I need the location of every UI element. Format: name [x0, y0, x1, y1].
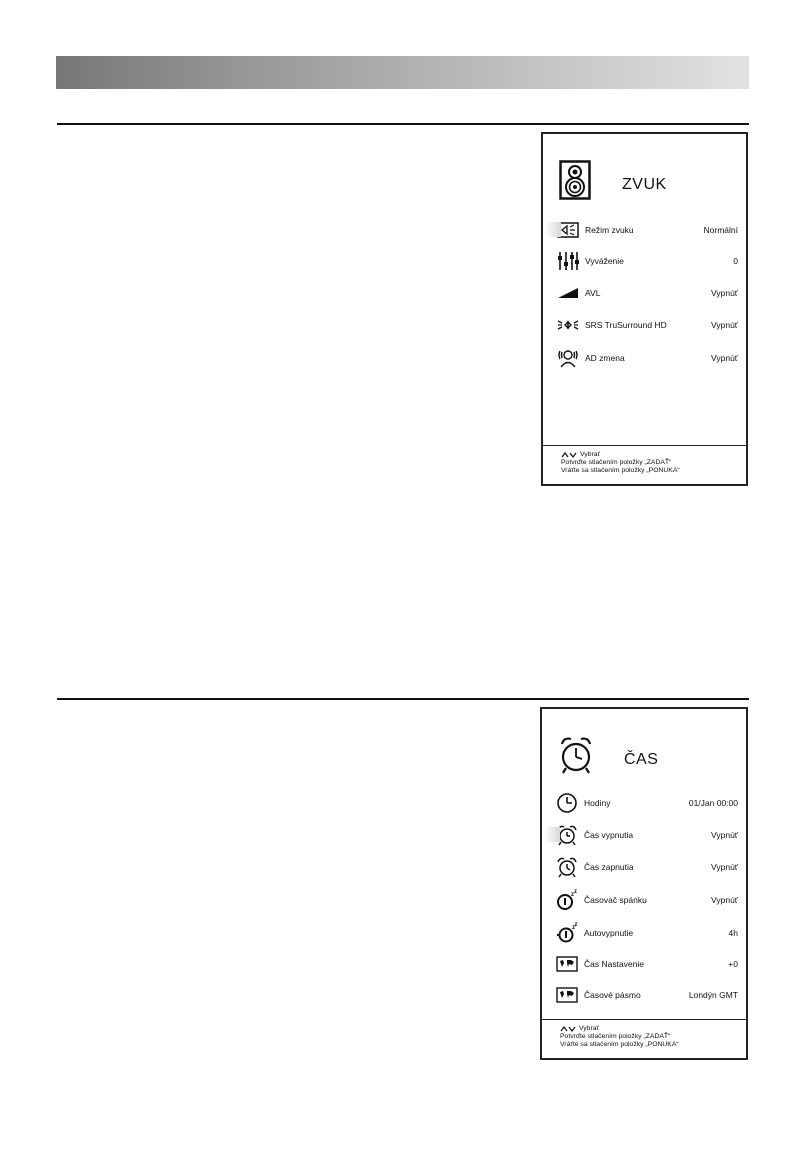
menu-item-label: Vyváženie [585, 256, 624, 266]
menu-item-value: Vypnúť [711, 830, 738, 840]
menu-item-label: Čas vypnutia [584, 830, 634, 840]
speaker-icon [559, 160, 591, 200]
menu-item-label: Autovypnutie [584, 928, 634, 938]
footer-back-text: Vráťte sa stlačením položky „PONUKA“ [560, 1041, 679, 1048]
sound-mode-icon [557, 219, 579, 241]
menu-item-time-offset[interactable] [556, 952, 738, 976]
menu-item-label: Hodiny [584, 798, 611, 808]
surround-icon [557, 314, 579, 336]
menu-item-balance[interactable] [557, 249, 738, 273]
menu-item-label: SRS TruSurround HD [585, 320, 667, 330]
menu-item-label: Režim zvuku [585, 225, 634, 235]
world-map-icon [556, 984, 578, 1006]
menu-item-label: Časovač spánku [584, 895, 647, 905]
footer-select-label: Vybrať [580, 451, 601, 458]
time-menu-panel [540, 707, 748, 1060]
menu-item-label: AVL [585, 288, 601, 298]
menu-item-value: Vypnúť [711, 353, 738, 363]
alarm-clock-icon [558, 735, 594, 775]
footer-divider [543, 445, 746, 446]
equalizer-icon [557, 250, 579, 272]
menu-item-value: Londýn GMT [688, 990, 738, 1000]
menu-item-off-time[interactable] [556, 823, 738, 847]
auto-standby-icon [556, 922, 578, 944]
menu-item-value: 01/Jan 00:00 [688, 798, 738, 808]
sleep-timer-icon [556, 889, 578, 911]
header-bar [56, 56, 749, 89]
menu-item-value: Vypnúť [711, 895, 738, 905]
svg-text:z: z [572, 925, 575, 931]
menu-item-time-zone[interactable] [556, 983, 738, 1007]
navigate-arrows-icon [560, 1026, 576, 1032]
footer-confirm-text: Potvrďte stlačením položky „ZADAŤ“ [561, 459, 672, 466]
menu-item-value: 4h [728, 928, 738, 938]
menu-title: ZVUK [622, 176, 667, 193]
menu-item-clock[interactable] [556, 791, 738, 815]
menu-item-auto-standby[interactable] [556, 921, 738, 945]
world-map-icon [556, 953, 578, 975]
audio-description-icon [557, 347, 579, 369]
menu-footer [560, 1025, 679, 1049]
menu-item-value: Vypnúť [711, 288, 738, 298]
alarm-off-icon [556, 824, 578, 846]
section-divider [57, 123, 749, 125]
menu-item-label: Časové pásmo [584, 990, 641, 1000]
sound-menu-panel [541, 132, 748, 486]
menu-title: ČAS [624, 751, 659, 768]
menu-item-ad-switch[interactable] [557, 346, 738, 370]
footer-back-text: Vráťte sa stlačením položky „PONUKA“ [561, 467, 680, 474]
menu-item-label: Čas zapnutia [584, 862, 634, 872]
menu-item-value: 0 [733, 256, 738, 266]
menu-item-srs-trusurround[interactable] [557, 313, 738, 337]
footer-select-label: Vybrať [579, 1025, 600, 1032]
menu-item-avl[interactable] [557, 281, 738, 305]
navigate-arrows-icon [561, 452, 577, 458]
section-divider [57, 698, 749, 700]
footer-confirm-text: Potvrďte stlačením položky „ZADAŤ“ [560, 1033, 671, 1040]
menu-item-label: AD zmena [585, 353, 625, 363]
svg-text:z: z [574, 889, 577, 895]
menu-item-sound-mode[interactable] [557, 218, 738, 242]
svg-text:z: z [574, 922, 578, 928]
clock-icon [556, 792, 578, 814]
menu-item-value: Vypnúť [711, 320, 738, 330]
menu-item-on-time[interactable] [556, 855, 738, 879]
svg-text:z: z [571, 892, 574, 898]
menu-item-label: Čas Nastavenie [584, 959, 645, 969]
menu-footer [561, 451, 680, 475]
menu-item-value: Vypnúť [711, 862, 738, 872]
menu-item-value: +0 [728, 959, 738, 969]
menu-item-sleep-timer[interactable] [556, 888, 738, 912]
menu-item-value: Normální [703, 225, 738, 235]
alarm-on-icon [556, 856, 578, 878]
footer-divider [542, 1019, 746, 1020]
volume-ramp-icon [557, 282, 579, 304]
